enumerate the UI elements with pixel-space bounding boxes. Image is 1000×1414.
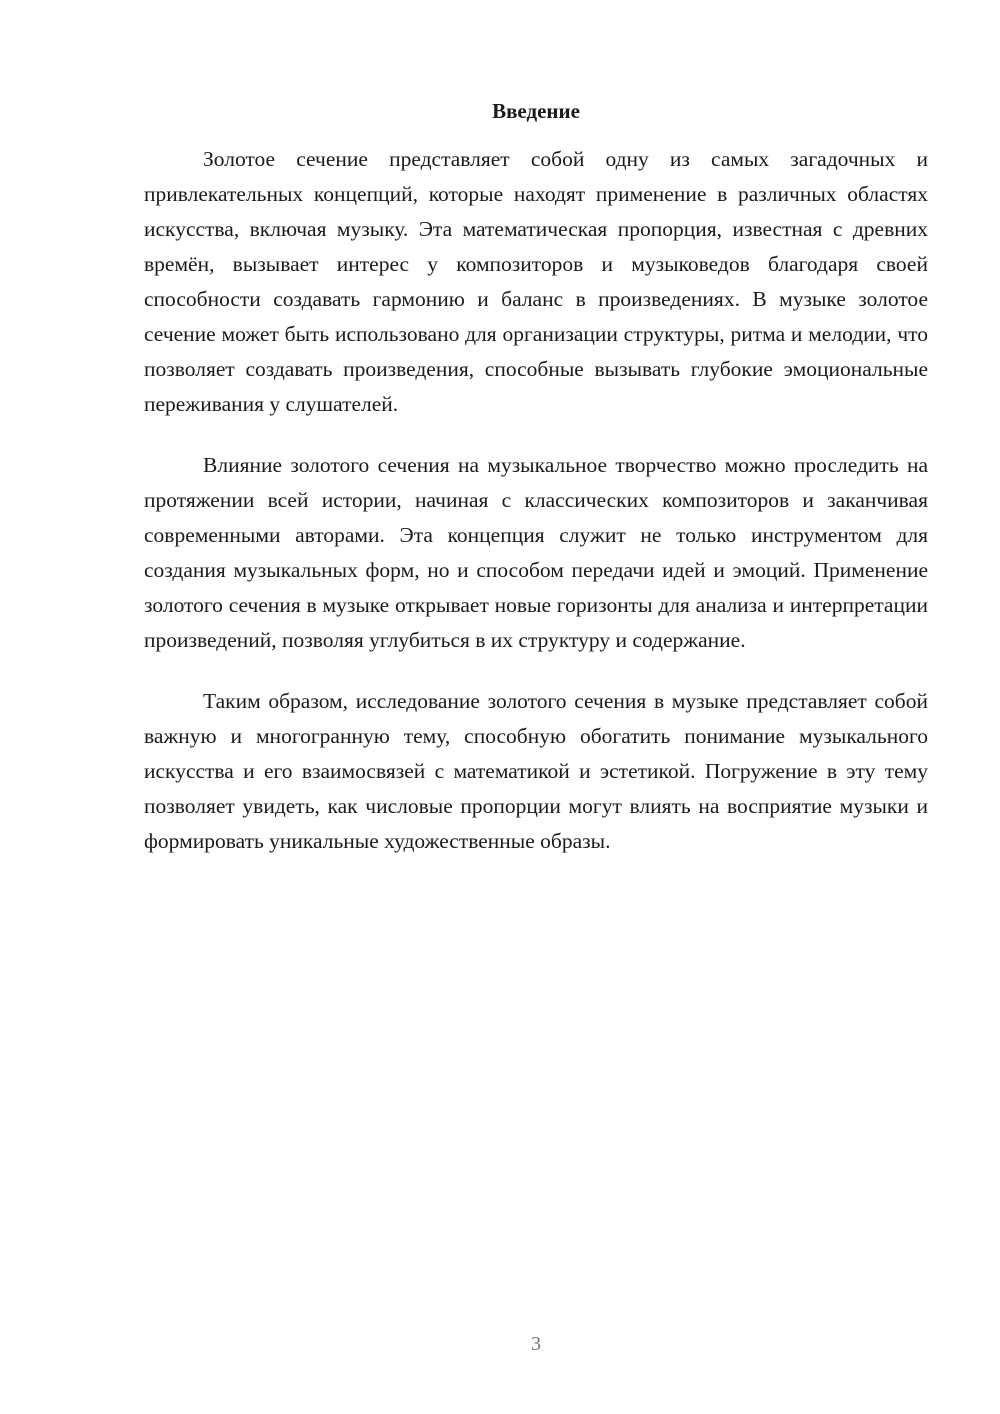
paragraph-2: Влияние золотого сечения на музыкальное творчество можно проследить на протяжении всей истории, начиная с классических композиторов и заканчивая современными авторами. Эта концепция служит не только инструментом для создания музыкальных форм, но и способом передачи идей и эмоций. Применение золотого сечения в музыке открывает новые горизонты для анализа и интерпретации произведений, позволяя углубиться в их структуру и содержание.	[144, 453, 928, 652]
body-text	[144, 142, 928, 885]
paragraph-1: Золотое сечение представляет собой одну из самых загадочных и привлекательных концепций, которые находят применение в различных областях искусства, включая музыку. Эта математическая пропорция, известная с древних времён, вызывает интерес у композиторов и музыковедов благодаря своей способности создавать гармонию и баланс в произведениях. В музыке золотое сечение может быть использовано для организации структуры, ритма и мелодии, что позволяет создавать произведения, способные вызывать глубокие эмоциональные переживания у слушателей.	[144, 147, 928, 416]
page-number: 3	[531, 1333, 541, 1355]
section-heading: Введение	[492, 99, 580, 123]
paragraph-3: Таким образом, исследование золотого сечения в музыке представляет собой важную и многогранную тему, способную обогатить понимание музыкального искусства и его взаимосвязей с математикой и эстетикой. Погружение в эту тему позволяет увидеть, как числовые пропорции могут влиять на восприятие музыки и формировать уникальные художественные образы.	[144, 689, 928, 853]
